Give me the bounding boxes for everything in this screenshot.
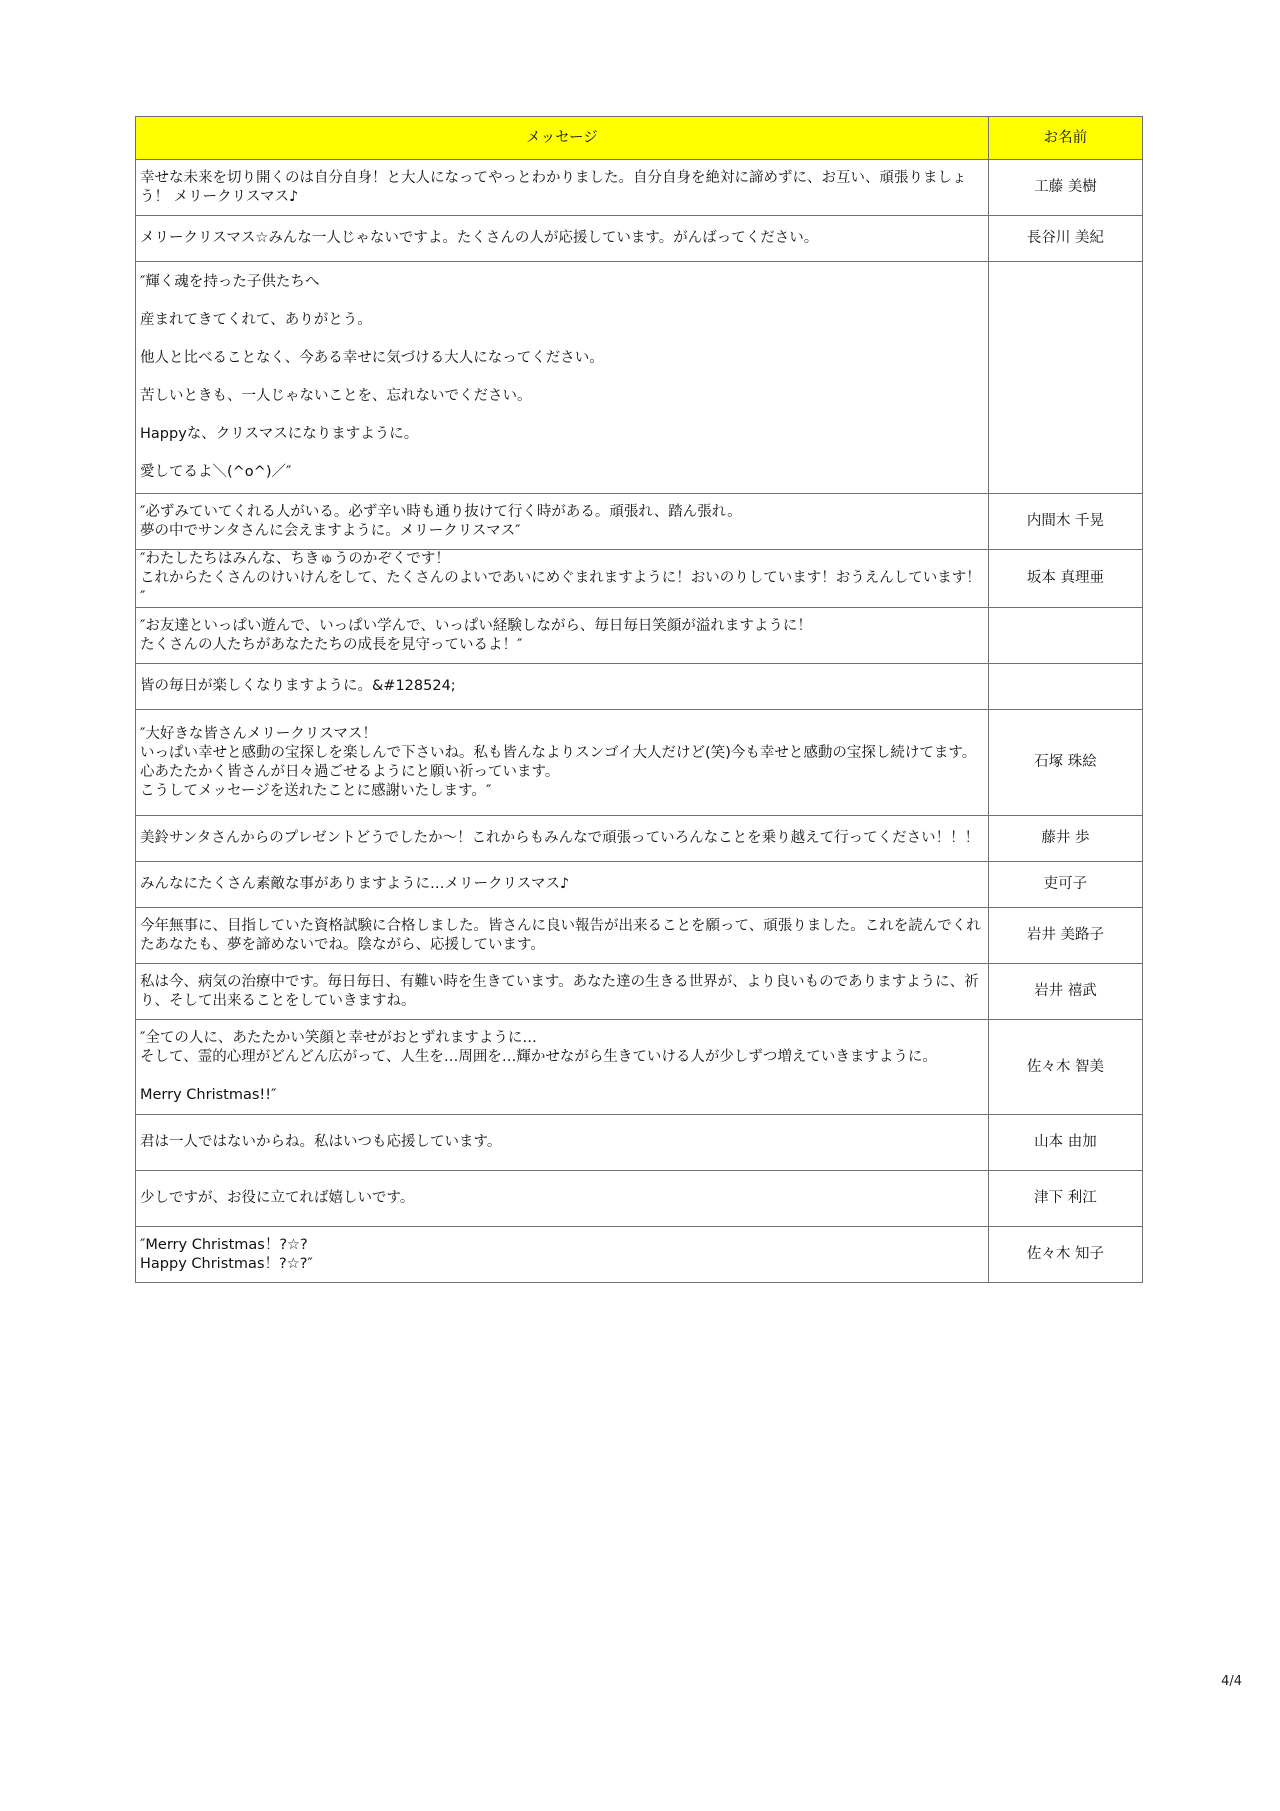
message-line: Merry Christmas!!″: [140, 1087, 277, 1103]
message-cell: [136, 1020, 989, 1115]
table-row: [136, 1115, 1143, 1171]
message-cell: [136, 550, 989, 608]
message-cell: [136, 608, 989, 664]
page-number: 4/4: [1221, 1674, 1242, 1689]
name-cell: 岩井 美路子: [988, 908, 1142, 964]
table-row: [136, 550, 1143, 608]
message-line: ″必ずみていてくれる人がいる。必ず辛い時も通り抜けて行く時がある。頑張れ、踏ん張れ。: [140, 503, 742, 520]
name-cell: 津下 利江: [988, 1171, 1142, 1227]
message-line: みんなにたくさん素敵な事がありますように…メリークリスマス♪: [140, 876, 570, 892]
message-line: 心あたたかく皆さんが日々過ごせるようにと願い祈っています。: [140, 763, 560, 780]
table-row: [136, 216, 1143, 262]
message-cell: [136, 160, 989, 216]
message-cell: [136, 964, 989, 1020]
name-cell: 長谷川 美紀: [988, 216, 1142, 262]
message-line: [140, 330, 984, 349]
message-cell: [136, 1115, 989, 1171]
table-row: [136, 1227, 1143, 1283]
message-line: いっぱい幸せと感動の宝探しを楽しんで下さいね。私も皆んなよりスンゴイ大人だけど(笑)今も幸せと感動の宝探し続けてます。: [140, 744, 977, 761]
name-cell: 岩井 禧武: [988, 964, 1142, 1020]
message-line: 今年無事に、目指していた資格試験に合格しました。皆さんに良い報告が出来ることを願って、頑張りました。これを読んでくれたあなたも、夢を諦めないでね。陰ながら、応援しています。: [140, 917, 981, 953]
header-name: お名前: [988, 117, 1142, 160]
name-cell: [988, 664, 1142, 710]
table-row: [136, 262, 1143, 494]
name-cell: 石塚 珠絵: [988, 710, 1142, 816]
message-line: ″全ての人に、あたたかい笑顔と幸せがおとずれますように…: [140, 1030, 537, 1046]
message-line: 幸せな未来を切り開くのは自分自身！と大人になってやっとわかりました。自分自身を絶対に諦めずに、お互い、頑張りましょう！ メリークリスマス♪: [140, 169, 967, 205]
name-cell: [988, 262, 1142, 494]
name-cell: 工藤 美樹: [988, 160, 1142, 216]
message-cell: [136, 1171, 989, 1227]
name-cell: 坂本 真理亜: [988, 550, 1142, 608]
message-line: そして、霊的心理がどんどん広がって、人生を…周囲を…輝かせながら生きていける人が少しずつ増えていきますように。: [140, 1049, 937, 1065]
message-line: ″お友達といっぱい遊んで、いっぱい学んで、いっぱい経験しながら、毎日毎日笑顔が溢れますように！: [140, 617, 812, 634]
message-line: 皆の毎日が楽しくなりますように。&#128524;: [140, 678, 456, 694]
message-line: [140, 444, 984, 463]
message-line: 愛してるよ＼(^o^)／″: [140, 464, 292, 480]
name-cell: 吏可子: [988, 862, 1142, 908]
table-row: [136, 664, 1143, 710]
name-cell: 内間木 千晃: [988, 494, 1142, 550]
message-line: ″輝く魂を持った子供たちへ: [140, 274, 320, 290]
table-row: [136, 1171, 1143, 1227]
message-line: こうしてメッセージを送れたことに感謝いたします。″: [140, 782, 492, 799]
table-row: [136, 816, 1143, 862]
table-row: [136, 710, 1143, 816]
message-cell: [136, 262, 989, 494]
message-line: 君は一人ではないからね。私はいつも応援しています。: [140, 1134, 502, 1150]
message-cell: [136, 1227, 989, 1283]
message-line: [140, 406, 984, 425]
message-line: 夢の中でサンタさんに会えますように。メリークリスマス″: [140, 522, 521, 539]
name-cell: 佐々木 知子: [988, 1227, 1142, 1283]
table-row: [136, 160, 1143, 216]
message-line: 苦しいときも、一人じゃないことを、忘れないでください。: [140, 388, 532, 404]
name-cell: 山本 由加: [988, 1115, 1142, 1171]
header-message: メッセージ: [136, 117, 989, 160]
message-cell: [136, 664, 989, 710]
table-row: [136, 908, 1143, 964]
message-line: ″Merry Christmas！?☆?: [140, 1236, 308, 1253]
message-cell: [136, 816, 989, 862]
message-line: ″大好きな皆さんメリークリスマス！: [140, 725, 377, 742]
message-line: Happyな、クリスマスになりますように。: [140, 426, 419, 442]
message-line: [140, 292, 984, 311]
message-line: これからたくさんのけいけんをして、たくさんのよいであいにめぐまれますように！おいのりしています！おうえんしています！″: [140, 570, 981, 605]
table-row: [136, 862, 1143, 908]
name-cell: [988, 608, 1142, 664]
message-line: [140, 1067, 984, 1086]
message-line: たくさんの人たちがあなたたちの成長を見守っているよ！″: [140, 636, 523, 653]
message-line: ″わたしたちはみんな、ちきゅうのかぞくです！: [140, 551, 450, 567]
message-line: Happy Christmas！?☆?″: [140, 1255, 313, 1272]
table-row: [136, 494, 1143, 550]
name-cell: 佐々木 智美: [988, 1020, 1142, 1115]
message-table: [135, 116, 1143, 1283]
message-line: 他人と比べることなく、今ある幸せに気づける大人になってください。: [140, 350, 604, 366]
table-header-row: [136, 117, 1143, 160]
message-line: [140, 368, 984, 387]
message-cell: [136, 494, 989, 550]
table-row: [136, 608, 1143, 664]
message-line: 美鈴サンタさんからのプレゼントどうでしたか～！これからもみんなで頑張っていろんなことを乗り越えて行ってください！！！: [140, 830, 980, 846]
message-cell: [136, 216, 989, 262]
message-line: 少しですが、お役に立てれば嬉しいです。: [140, 1190, 415, 1206]
table-body: [136, 160, 1143, 1283]
name-cell: 藤井 歩: [988, 816, 1142, 862]
table-row: [136, 964, 1143, 1020]
message-cell: [136, 908, 989, 964]
message-cell: [136, 710, 989, 816]
message-line: 産まれてきてくれて、ありがとう。: [140, 312, 372, 328]
message-cell: [136, 862, 989, 908]
message-line: メリークリスマス☆みんな一人じゃないですよ。たくさんの人が応援しています。がんばってください。: [140, 230, 819, 246]
message-line: 私は今、病気の治療中です。毎日毎日、有難い時を生きています。あなた達の生きる世界が、より良いものでありますように、祈り、そして出来ることをしていきますね。: [140, 973, 979, 1009]
table-row: [136, 1020, 1143, 1115]
